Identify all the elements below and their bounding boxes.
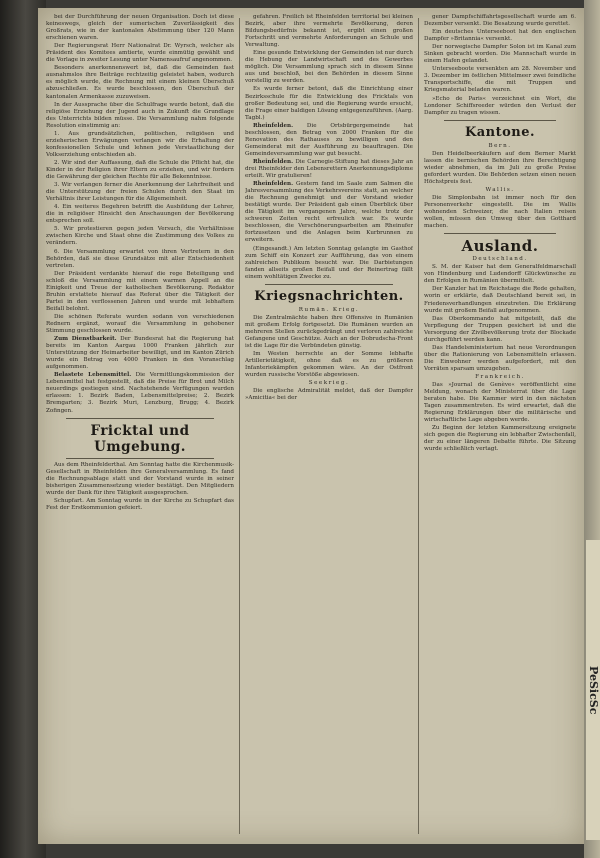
article-paragraph: gener Dampfschiffahrtsgesellschaft wurde am 6. Dezember versenkt. Die Besatzung wurde gerettet. xyxy=(424,14,576,28)
section-subheading: Seekrieg. xyxy=(308,380,350,387)
article-paragraph: Das Oberkommando hat mitgeteilt, daß die Verpflegung der Truppen gesichert ist und die Versorgung der Zivilbevölkerung trotz der Blockade durchgeführt werden kann. xyxy=(424,315,576,343)
article-text: Gestern fand im Saale zum Salmen die Jahresversammlung des Verkehrsvereins statt, an welcher die Rechnung genehmigt und der Vorstand wieder bestätigt wurde. Der Präsident gab einen Überblick über die Tätigkeit im vergangenen Jahre, welche trotz der schweren Zeiten recht erfreulich war. Es wurde beschlossen, die Verschönerungsarbeiten am Rheinufer fortzusetzen und die Anlagen beim Kurbrunnen zu erweitern. xyxy=(245,181,413,244)
adjacent-page-edge xyxy=(584,0,600,858)
article-paragraph xyxy=(46,336,234,371)
section-heading: Kriegsnachrichten. xyxy=(254,288,404,304)
article-paragraph: (Eingesandt.) Am letzten Sonntag gelangte im Gasthof zum Schiff ein Konzert zur Aufführung, das von einem zahlreichen Publikum besucht war. Die Darbietungen fanden allseits großen Beifall und der Reinertrag fällt einem wohltätigen Zwecke zu. xyxy=(245,245,413,280)
article-paragraph: Im Westen herrschte an der Somme lebhafte Artillerietätigkeit, ohne daß es zu größeren Infanteriekämpfen gekommen wäre. An der Ostfront wurden russische Vorstöße abgewiesen. xyxy=(245,351,413,379)
article-paragraph xyxy=(245,159,413,180)
article-paragraph: 2. Wir sind der Auffassung, daß die Schule die Pflicht hat, die Kinder in der Religion ihrer Eltern zu erziehen, und wir fordern die Gewährung der gleichen Rechte für alle Bekenntnisse. xyxy=(46,159,234,181)
article-paragraph: Das Handelsministerium hat neue Verordnungen über die Rationierung von Lebensmitteln erlassen. Die Einwohner werden aufgefordert, mit den Vorräten sparsam umzugehen. xyxy=(424,344,576,372)
article-paragraph: Eine gesunde Entwicklung der Gemeinden ist nur durch die Hebung der Landwirtschaft und des Gewerbes möglich. Die Versammlung sprach sich in diesem Sinne aus und beschloß, bei den Behörden in diesem Sinne vorstellig zu werden. xyxy=(245,50,413,85)
column-rule xyxy=(239,18,240,834)
article-text: Die Carnegie-Stiftung hat dieses Jahr an drei Rheinfelder den Lebensrettern Anerkennungsdiplome erteilt. Wir gratulieren! xyxy=(245,158,413,180)
article-paragraph: Ein deutsches Unterseeboot hat den englischen Dampfer »Britannia« versenkt. xyxy=(424,29,576,43)
article-text: Die Vermittlungskommission der Lebensmittel hat festgestellt, daß die Preise für Brot und Milch neuerdings gestiegen sind. Nachstehende Verfügungen wurden erlassen: 1. Bezirk Baden, Lebensmittelpreise; 2. Bezirk Bremgarten; 3. Bezirk Muri, Lenzburg, Brugg; 4. Bezirk Zofingen. xyxy=(46,372,234,414)
article-paragraph: Die Simplonbahn ist immer noch für den Personenverkehr eingestellt. Die im Wallis wohnenden Schweizer, die nach Italien reisen wollen, müssen den Umweg über den Gotthard machen. xyxy=(424,194,576,230)
section-subheading: Rumän. Krieg. xyxy=(298,306,360,313)
article-paragraph xyxy=(245,181,413,244)
article-paragraph: 1. Aus grundsätzlichen, politischen, religiösen und erzieherischen Erwägungen verlangen wir die Erhaltung der konfessionellen Schule und lehnen jede Verstaatlichung der Volkserziehung entschieden ab. xyxy=(46,130,234,158)
article-paragraph: Unterseeboote versenkten am 28. November und 3. Dezember im östlichen Mittelmeer zwei feindliche Transportschiffe, die mit Truppen und Kriegsmaterial beladen waren. xyxy=(424,66,576,94)
article-paragraph: 4. Ein weiteres Begehren betrifft die Ausbildung der Lehrer, die in religiöser Hinsicht den Anschauungen der Bevölkerung entsprechen soll. xyxy=(46,204,234,225)
column-rule xyxy=(418,18,419,834)
section-subheading: Deutschland. xyxy=(472,256,528,263)
section-subheading: Wallis. xyxy=(485,186,515,193)
article-paragraph: 3. Wir verlangen ferner die Anerkennung der Lehrfreiheit und die Unterstützung der freien Schulen durch den Staat im Verhältnis ihrer Leistungen für die Allgemeinheit. xyxy=(46,182,234,203)
section-heading: Ausland. xyxy=(461,237,539,256)
subheading: Rheinfelden. xyxy=(253,181,294,188)
article-paragraph: 5. Wir protestieren gegen jeden Versuch, die Verhältnisse zwischen Kirche und Staat ohne die Zustimmung des Volkes zu verändern. xyxy=(46,226,234,247)
divider xyxy=(265,284,393,285)
article-paragraph: 6. Die Versammlung erwartet von ihren Vertretern in den Behörden, daß sie diese Grundsätze mit aller Entschiedenheit vertreten. xyxy=(46,248,234,269)
article-paragraph: Der Kanzler hat im Reichstage die Rede gehalten, worin er erklärte, daß Deutschland bereit sei, in Friedensverhandlungen einzutreten. Die Erklärung wurde mit großem Beifall aufgenommen. xyxy=(424,286,576,314)
subheading: Belastete Lebensmittel. xyxy=(54,372,132,379)
newspaper-page xyxy=(38,8,584,844)
divider xyxy=(444,120,556,121)
article-paragraph: Es wurde ferner betont, daß die Einrichtung einer Bezirksschule für die Entwicklung des Fricktals von großer Bedeutung sei, und die Regierung wurde ersucht, die Frage einer baldigen Lösung entgegenzuführen. (Aarg. Tagbl.) xyxy=(245,86,413,121)
article-paragraph: Die schönen Referate wurden sodann von verschiedenen Rednern ergänzt, worauf die Versammlung in gehobener Stimmung geschlossen wurde. xyxy=(46,313,234,335)
column-left xyxy=(46,14,234,836)
article-paragraph: »Echo de Paris« verzeichnet ein Wort, die Londoner Schiffsreeder würden den Verlust der Dampfer zu tragen wissen. xyxy=(424,95,576,116)
article-paragraph: Schupfart. Am Sonntag wurde in der Kirche zu Schupfart das Fest der Erstkommunion gefeiert. xyxy=(46,497,234,511)
article-paragraph: Die Zentralmächte haben ihre Offensive in Rumänien mit großem Erfolg fortgesetzt. Die Rumänen wurden an mehreren Stellen zurückgedrängt und verloren zahlreiche Gefangene und Geschütze. Auch an der Dobrudscha-Front ist die Lage für die Verbündeten günstig. xyxy=(245,314,413,349)
divider xyxy=(66,458,214,459)
article-paragraph: Der norwegische Dampfer Solon ist im Kanal zum Sinken gebracht worden. Die Mannschaft wurde in einem Hafen gelandet. xyxy=(424,44,576,65)
article-paragraph: bei der Durchführung der neuen Organisation. Doch ist diese keineswegs, gleich der sumerischen Zuverlässigkeit des Großrats, wie in der kantonalen Abstimmung über 120 Mann erschienen waren. xyxy=(46,14,234,42)
article-paragraph: In der Aussprache über die Schulfrage wurde betont, daß die religiöse Erziehung der Jugend auch in Zukunft die Grundlage des Unterrichts bilden müsse. Die Versammlung nahm folgende Resolution einstimmig an: xyxy=(46,101,234,129)
section-heading: Fricktal und Umgebung. xyxy=(90,422,190,455)
column-right xyxy=(424,14,576,836)
article-paragraph: Der Regierungsrat Herr Nationalrat Dr. Wyrsch, welcher als Präsident des Komitees amtierte, wurde einmütig gewählt und die Vorlage in zweiter Lesung unter Namensaufruf angenommen. xyxy=(46,43,234,64)
article-paragraph: Aus dem Rheinfelderthal. Am Sonntag hatte die Kirchenmusik-Gesellschaft in Rheinfelden ihre Generalversammlung. Es fand die Rechnungsablage statt und der Vorstand wurde in seiner bisherigen Zusammensetzung wieder bestätigt. Den Mitgliedern wurde der Dank für ihre Tätigkeit ausgesprochen. xyxy=(46,461,234,496)
divider xyxy=(444,233,556,234)
subheading: Rheinfelden. xyxy=(253,158,294,165)
article-paragraph: Der Präsident verdankte hierauf die rege Beteiligung und schloß die Versammlung mit einem warmen Appell an die Einigkeit und Treue der katholischen Bevölkerung. Redaktor Bruhin erstattete hierauf das Referat über die Tätigkeit der Partei in den verflossenen Jahren und wurde mit lebhaftem Beifall belohnt. xyxy=(46,270,234,312)
subheading: Rheinfelden. xyxy=(253,122,294,129)
article-paragraph: Zu Beginn der letzten Kammersitzung ereignete sich gegen die Regierung ein lebhafter Zwischenfall, der zu einer längeren Debatte führte. Die Sitzung wurde schließlich vertagt. xyxy=(424,425,576,453)
divider xyxy=(66,418,214,419)
article-text: Der Bundesrat hat die Regierung hat bereits im Kanton Aargau 1000 Franken jährlich zur Unterstützung der Heimarbeiter bewilligt, und im Kanton Zürich wurde ein Betrag von 4000 Franken in den Voranschlag aufgenommen. xyxy=(46,336,234,371)
adjacent-page-text: PeSicSc xyxy=(586,540,600,840)
article-paragraph: Die englische Admiralität meldet, daß der Dampfer »Amicitia« bei der xyxy=(245,388,413,402)
subheading: Zum Dienstbarkeit. xyxy=(54,336,117,343)
article-text: Die Ortsbürgergemeinde hat beschlossen, den Betrag von 2000 Franken für die Renovation des Rathauses zu bewilligen und den Gemeinderat mit der Ausführung zu beauftragen. Die Gemeindeversammlung war gut besucht. xyxy=(245,122,413,157)
column-middle xyxy=(245,14,413,836)
section-subheading: Bern. xyxy=(488,142,512,149)
article-paragraph: S. M. der Kaiser hat dem Generalfeldmarschall von Hindenburg und Ludendorff Glückwünsche zu den Erfolgen in Rumänien übermittelt. xyxy=(424,264,576,285)
article-paragraph xyxy=(46,372,234,414)
article-paragraph xyxy=(245,123,413,158)
section-subheading: Frankreich. xyxy=(475,373,525,380)
article-paragraph: Den Heidelbeerkäufern auf dem Berner Markt lassen die bernischen Behörden ihre Berechtigung wieder abnehmen, da im Juli zu große Preise gefordert wurden. Die Behörden setzen einen neuen Höchstpreis fest. xyxy=(424,150,576,185)
article-paragraph: Das »Journal de Genève« veröffentlicht eine Meldung, wonach der Ministerrat über die Lage beraten habe. Die Kammer wird in den nächsten Tagen zusammentreten. Es wird erwartet, daß die Regierung Erklärungen über die militärische und wirtschaftliche Lage abgeben werde. xyxy=(424,382,576,424)
article-paragraph: Besonders anerkennenswert ist, daß die Gemeinden fast ausnahmslos ihre Beiträge rechtzeitig geleistet haben, wodurch es möglich wurde, die Rechnung mit einem kleinen Überschuß abzuschließen. Es wurde beschlossen, den Überschuß der kantonalen Armenkasse zuzuweisen. xyxy=(46,65,234,100)
section-heading: Kantone. xyxy=(464,124,536,140)
article-paragraph: gefahren. Freilich ist Rheinfelden territorial bei kleinen Bezirk, aber ihre vermehrte Bevölkerung, deren Bildungsbedürfnis bekannt ist, ergibt einen großen Fortschritt und vermehrte Anforderungen an Schule und Verwaltung. xyxy=(245,14,413,49)
